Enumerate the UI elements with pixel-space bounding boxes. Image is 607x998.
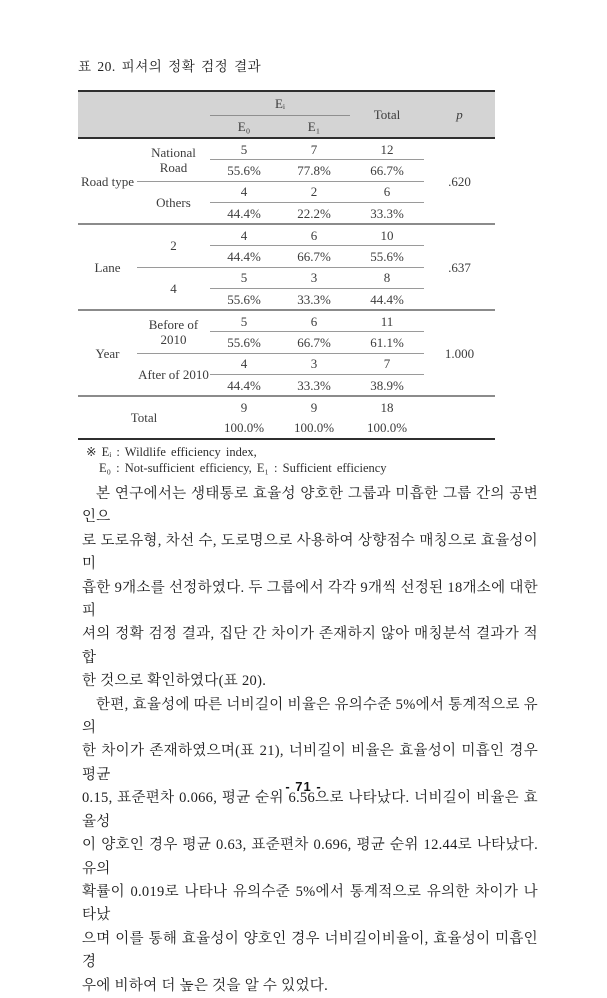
header-blank-cell xyxy=(78,91,210,138)
cell-value: 55.6% xyxy=(210,332,278,354)
cell-value: 66.7% xyxy=(350,160,424,182)
row-sub-label: After of 2010 xyxy=(137,353,210,396)
table-caption: 표 20. 피셔의 정확 검정 결과 xyxy=(78,59,262,74)
cell-value: 44.4% xyxy=(350,289,424,311)
cell-p-value: .620 xyxy=(424,138,495,224)
row-group-label: Road type xyxy=(78,138,137,224)
body-text-line: 한 것으로 확인하였다(표 20). xyxy=(82,673,267,690)
body-text-line: 으며 이를 통해 효율성이 양호인 경우 너비길이비율이, 효율성이 미흡인 경 xyxy=(82,930,538,971)
total-row-label: Total xyxy=(130,410,158,425)
cell-value: 3 xyxy=(278,267,350,289)
row-group-label: Lane xyxy=(78,224,137,310)
cell-value: 61.1% xyxy=(350,332,424,354)
cell-value: 44.4% xyxy=(210,375,278,397)
page-number: - 71 - xyxy=(285,779,322,794)
cell-value: 6 xyxy=(350,181,424,203)
header-e0: E₀ xyxy=(210,115,278,138)
footnote-line: E₀ : Not-sufficient efficiency, E₁ : Sufficient efficiency xyxy=(99,460,387,475)
cell-value: 38.9% xyxy=(350,375,424,397)
row-sub-label: Before of 2010 xyxy=(137,310,210,353)
table-row xyxy=(78,310,495,332)
table-footnote xyxy=(86,445,387,476)
body-text-line: 로 도로유형, 차선 수, 도로명으로 사용하여 상향점수 매칭으로 효율성이 미 xyxy=(82,532,538,573)
table-row xyxy=(78,396,495,418)
cell-value: 33.3% xyxy=(278,375,350,397)
cell-value: 5 xyxy=(210,138,278,160)
body-text-line: 우에 비하여 더 높은 것을 알 수 있었다. xyxy=(82,977,329,994)
cell-value: 55.6% xyxy=(210,289,278,311)
row-group-label: Year xyxy=(78,310,137,396)
cell-value: 22.2% xyxy=(278,203,350,225)
row-sub-label: 4 xyxy=(137,267,210,310)
row-sub-label: 2 xyxy=(137,224,210,267)
cell-value: 100.0% xyxy=(293,420,335,436)
cell-value: 55.6% xyxy=(350,246,424,268)
footnote-line: ※ Eᵢ : Wildlife efficiency index, xyxy=(86,445,257,459)
row-sub-label: National Road xyxy=(137,138,210,181)
row-sub-label: Others xyxy=(137,181,210,224)
cell-value: 2 xyxy=(278,181,350,203)
header-e1: E₁ xyxy=(278,115,350,138)
cell-p-value: .637 xyxy=(424,224,495,310)
cell-value: 9 xyxy=(240,399,248,415)
cell-value: 11 xyxy=(350,310,424,332)
cell-value: 4 xyxy=(210,224,278,246)
body-text-line: 본 연구에서는 생태통로 효율성 양호한 그룹과 미흡한 그룹 간의 공변인으 xyxy=(82,486,538,526)
cell-p-empty xyxy=(424,396,495,439)
body-text-line: 셔의 정확 검정 결과, 집단 간 차이가 존재하지 않아 매칭분석 결과가 적합 xyxy=(82,626,538,666)
cell-value: 66.7% xyxy=(278,332,350,354)
cell-value: 44.4% xyxy=(210,203,278,225)
cell-value: 5 xyxy=(210,310,278,332)
cell-value: 44.4% xyxy=(210,246,278,268)
body-text-line: 확률이 0.019로 나타나 유의수준 5%에서 통계적으로 유의한 차이가 나타났 xyxy=(82,883,538,924)
cell-p-value: 1.000 xyxy=(424,310,495,396)
body-text xyxy=(82,483,538,998)
cell-value: 10 xyxy=(350,224,424,246)
body-text-line: 한 차이가 존재하였으며(표 21), 너비길이 비율은 효율성이 미흡인 경우 평균 xyxy=(82,743,538,783)
table-header-row xyxy=(78,91,495,115)
cell-value: 3 xyxy=(278,353,350,375)
cell-value: 12 xyxy=(350,138,424,160)
table-row xyxy=(78,224,495,246)
body-text-line: 흡한 9개소를 선정하였다. 두 그룹에서 각각 9개씩 선정된 18개소에 대한 피 xyxy=(82,579,538,620)
cell-value: 6 xyxy=(278,224,350,246)
cell-value: 7 xyxy=(350,353,424,375)
body-text-line: 이 양호인 경우 평균 0.63, 표준편차 0.696, 평균 순위 12.44로 나타났다. 유의 xyxy=(82,837,538,877)
table-row xyxy=(78,138,495,160)
cell-value: 18 xyxy=(380,399,394,415)
cell-value: 4 xyxy=(210,181,278,203)
cell-value: 77.8% xyxy=(278,160,350,182)
cell-value: 8 xyxy=(350,267,424,289)
cell-value: 66.7% xyxy=(278,246,350,268)
body-text-line: 한편, 효율성에 따른 너비길이 비율은 유의수준 5%에서 통계적으로 유의 xyxy=(82,696,538,737)
header-ei: Eᵢ xyxy=(210,91,350,115)
body-text-line: 0.15, 표준편차 0.066, 평균 순위 6.56으로 나타났다. 너비길이 비율은 효율성 xyxy=(82,790,538,830)
cell-value: 5 xyxy=(210,267,278,289)
cell-value: 6 xyxy=(278,310,350,332)
cell-value: 9 xyxy=(310,399,318,415)
fisher-exact-test-table xyxy=(78,90,495,440)
cell-value: 7 xyxy=(278,138,350,160)
cell-value: 100.0% xyxy=(366,420,408,436)
header-total: Total xyxy=(350,91,424,138)
header-p: p xyxy=(424,91,495,138)
cell-value: 55.6% xyxy=(210,160,278,182)
cell-value: 4 xyxy=(210,353,278,375)
cell-value: 100.0% xyxy=(223,420,265,436)
cell-value: 33.3% xyxy=(350,203,424,225)
cell-value: 33.3% xyxy=(278,289,350,311)
